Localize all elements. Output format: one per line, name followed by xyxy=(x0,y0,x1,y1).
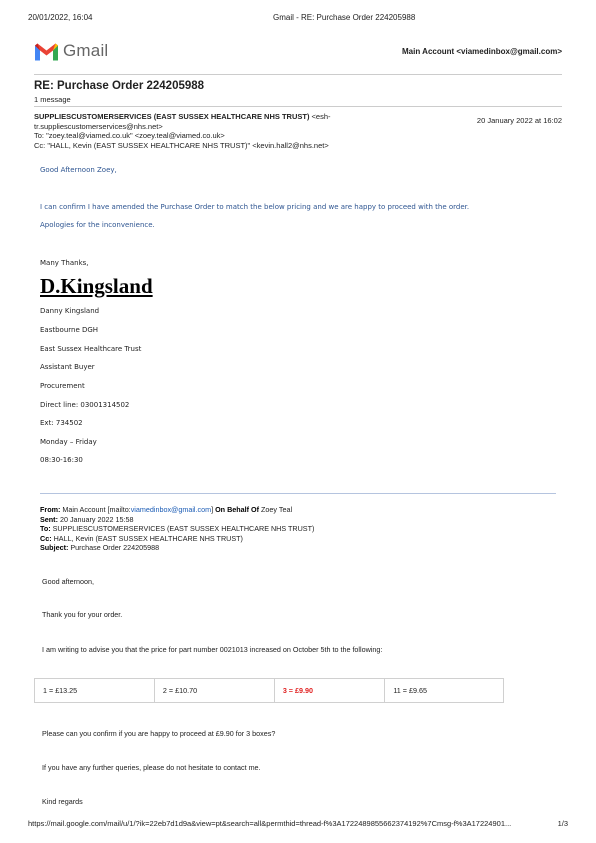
header-divider xyxy=(34,74,562,75)
sender-name: SUPPLIESCUSTOMERSERVICES (EAST SUSSEX HEALTHCARE NHS TRUST) xyxy=(34,112,310,121)
sig-line: Eastbourne DGH xyxy=(40,326,99,334)
reply-line-1: I can confirm I have amended the Purchase Order to match the below pricing and we are happy to proceed with the order. xyxy=(40,203,470,211)
fwd-regards: Kind regards xyxy=(42,797,83,806)
message-date: 20 January 2022 at 16:02 xyxy=(476,116,562,125)
sig-line: Ext: 734502 xyxy=(40,419,83,427)
thread-subject: RE: Purchase Order 224205988 xyxy=(34,80,205,92)
price-table xyxy=(34,678,504,703)
price-cell: 2 = £10.70 xyxy=(154,679,274,703)
sig-line: Procurement xyxy=(40,382,85,390)
fwd-confirm: Please can you confirm if you are happy to proceed at £9.90 for 3 boxes? xyxy=(42,729,276,738)
print-datetime: 20/01/2022, 16:04 xyxy=(28,13,93,22)
sender-email-start: <esh- xyxy=(309,112,331,121)
sig-line: Danny Kingsland xyxy=(40,307,100,315)
fwd-cc-line xyxy=(40,534,243,544)
table-row xyxy=(35,679,504,703)
fwd-from-email-link[interactable]: viamedinbox@gmail.com xyxy=(130,505,212,514)
subject-divider xyxy=(34,106,562,107)
fwd-from-value: Main Account [mailto: xyxy=(60,505,131,514)
print-page-title: Gmail - RE: Purchase Order 224205988 xyxy=(273,13,416,22)
sig-line: Direct line: 03001314502 xyxy=(40,401,130,409)
account-label: Main Account <viamedinbox@gmail.com> xyxy=(402,47,562,56)
fwd-greeting: Good afternoon, xyxy=(42,577,94,586)
fwd-thanks: Thank you for your order. xyxy=(42,610,123,619)
sig-line: East Sussex Healthcare Trust xyxy=(40,345,142,353)
fwd-from-line xyxy=(40,505,292,515)
fwd-from-label: From: xyxy=(40,505,61,514)
fwd-sent-label: Sent: xyxy=(40,514,58,524)
forward-divider xyxy=(40,493,556,494)
fwd-subject-label: Subject: xyxy=(40,543,69,552)
signature-name: D.Kingsland xyxy=(40,274,153,298)
fwd-cc-label: Cc: xyxy=(40,533,52,543)
fwd-from-bracket: ] xyxy=(211,505,216,514)
fwd-queries: If you have any further queries, please do not hesitate to contact me. xyxy=(42,763,261,772)
to-line: To: "zoey.teal@viamed.co.uk" <zoey.teal@viamed.co.uk> xyxy=(34,131,225,140)
reply-greeting: Good Afternoon Zoey, xyxy=(40,166,117,174)
cc-line: Cc: "HALL, Kevin (EAST SUSSEX HEALTHCARE NHS TRUST)" <kevin.hall2@nhs.net> xyxy=(34,140,329,150)
fwd-price-line: I am writing to advise you that the price for part number 0021013 increased on October 5th to the following: xyxy=(42,645,383,654)
reply-thanks: Many Thanks, xyxy=(40,259,89,267)
price-cell: 11 = £9.65 xyxy=(385,679,504,703)
fwd-cc-value: HALL, Kevin (EAST SUSSEX HEALTHCARE NHS TRUST) xyxy=(51,533,243,543)
fwd-to-line xyxy=(40,524,314,534)
fwd-sent-line xyxy=(40,515,134,525)
sender-line xyxy=(34,112,331,122)
fwd-obo-label: On Behalf Of xyxy=(215,505,260,514)
fwd-to-label: To: xyxy=(40,524,51,533)
sig-line: Monday – Friday xyxy=(40,438,97,446)
fwd-to-value: SUPPLIESCUSTOMERSERVICES (EAST SUSSEX HEALTHCARE NHS TRUST) xyxy=(50,524,315,533)
fwd-subject-line xyxy=(40,543,159,553)
fwd-obo-value: Zoey Teal xyxy=(259,505,293,514)
price-cell-highlighted: 3 = £9.90 xyxy=(274,679,385,703)
sig-line: 08:30-16:30 xyxy=(40,456,83,464)
message-count: 1 message xyxy=(34,95,71,104)
gmail-wordmark: Gmail xyxy=(63,41,109,60)
fwd-sent-value: 20 January 2022 15:58 xyxy=(57,514,134,524)
price-cell: 1 = £13.25 xyxy=(35,679,155,703)
print-page-number: 1/3 xyxy=(557,819,568,828)
gmail-logo-icon xyxy=(34,41,59,63)
print-url: https://mail.google.com/mail/u/1/?ik=22eb7d1d9a&view=pt&search=all&permthid=thread-f%3A1722489855662374192%7Cmsg-f%3A17224901... xyxy=(28,819,512,828)
reply-line-2: Apologies for the inconvenience. xyxy=(40,221,155,229)
fwd-subject-value: Purchase Order 224205988 xyxy=(68,543,160,552)
sig-line: Assistant Buyer xyxy=(40,363,95,371)
sender-email-rest: tr.suppliescustomerservices@nhs.net> xyxy=(34,121,163,131)
